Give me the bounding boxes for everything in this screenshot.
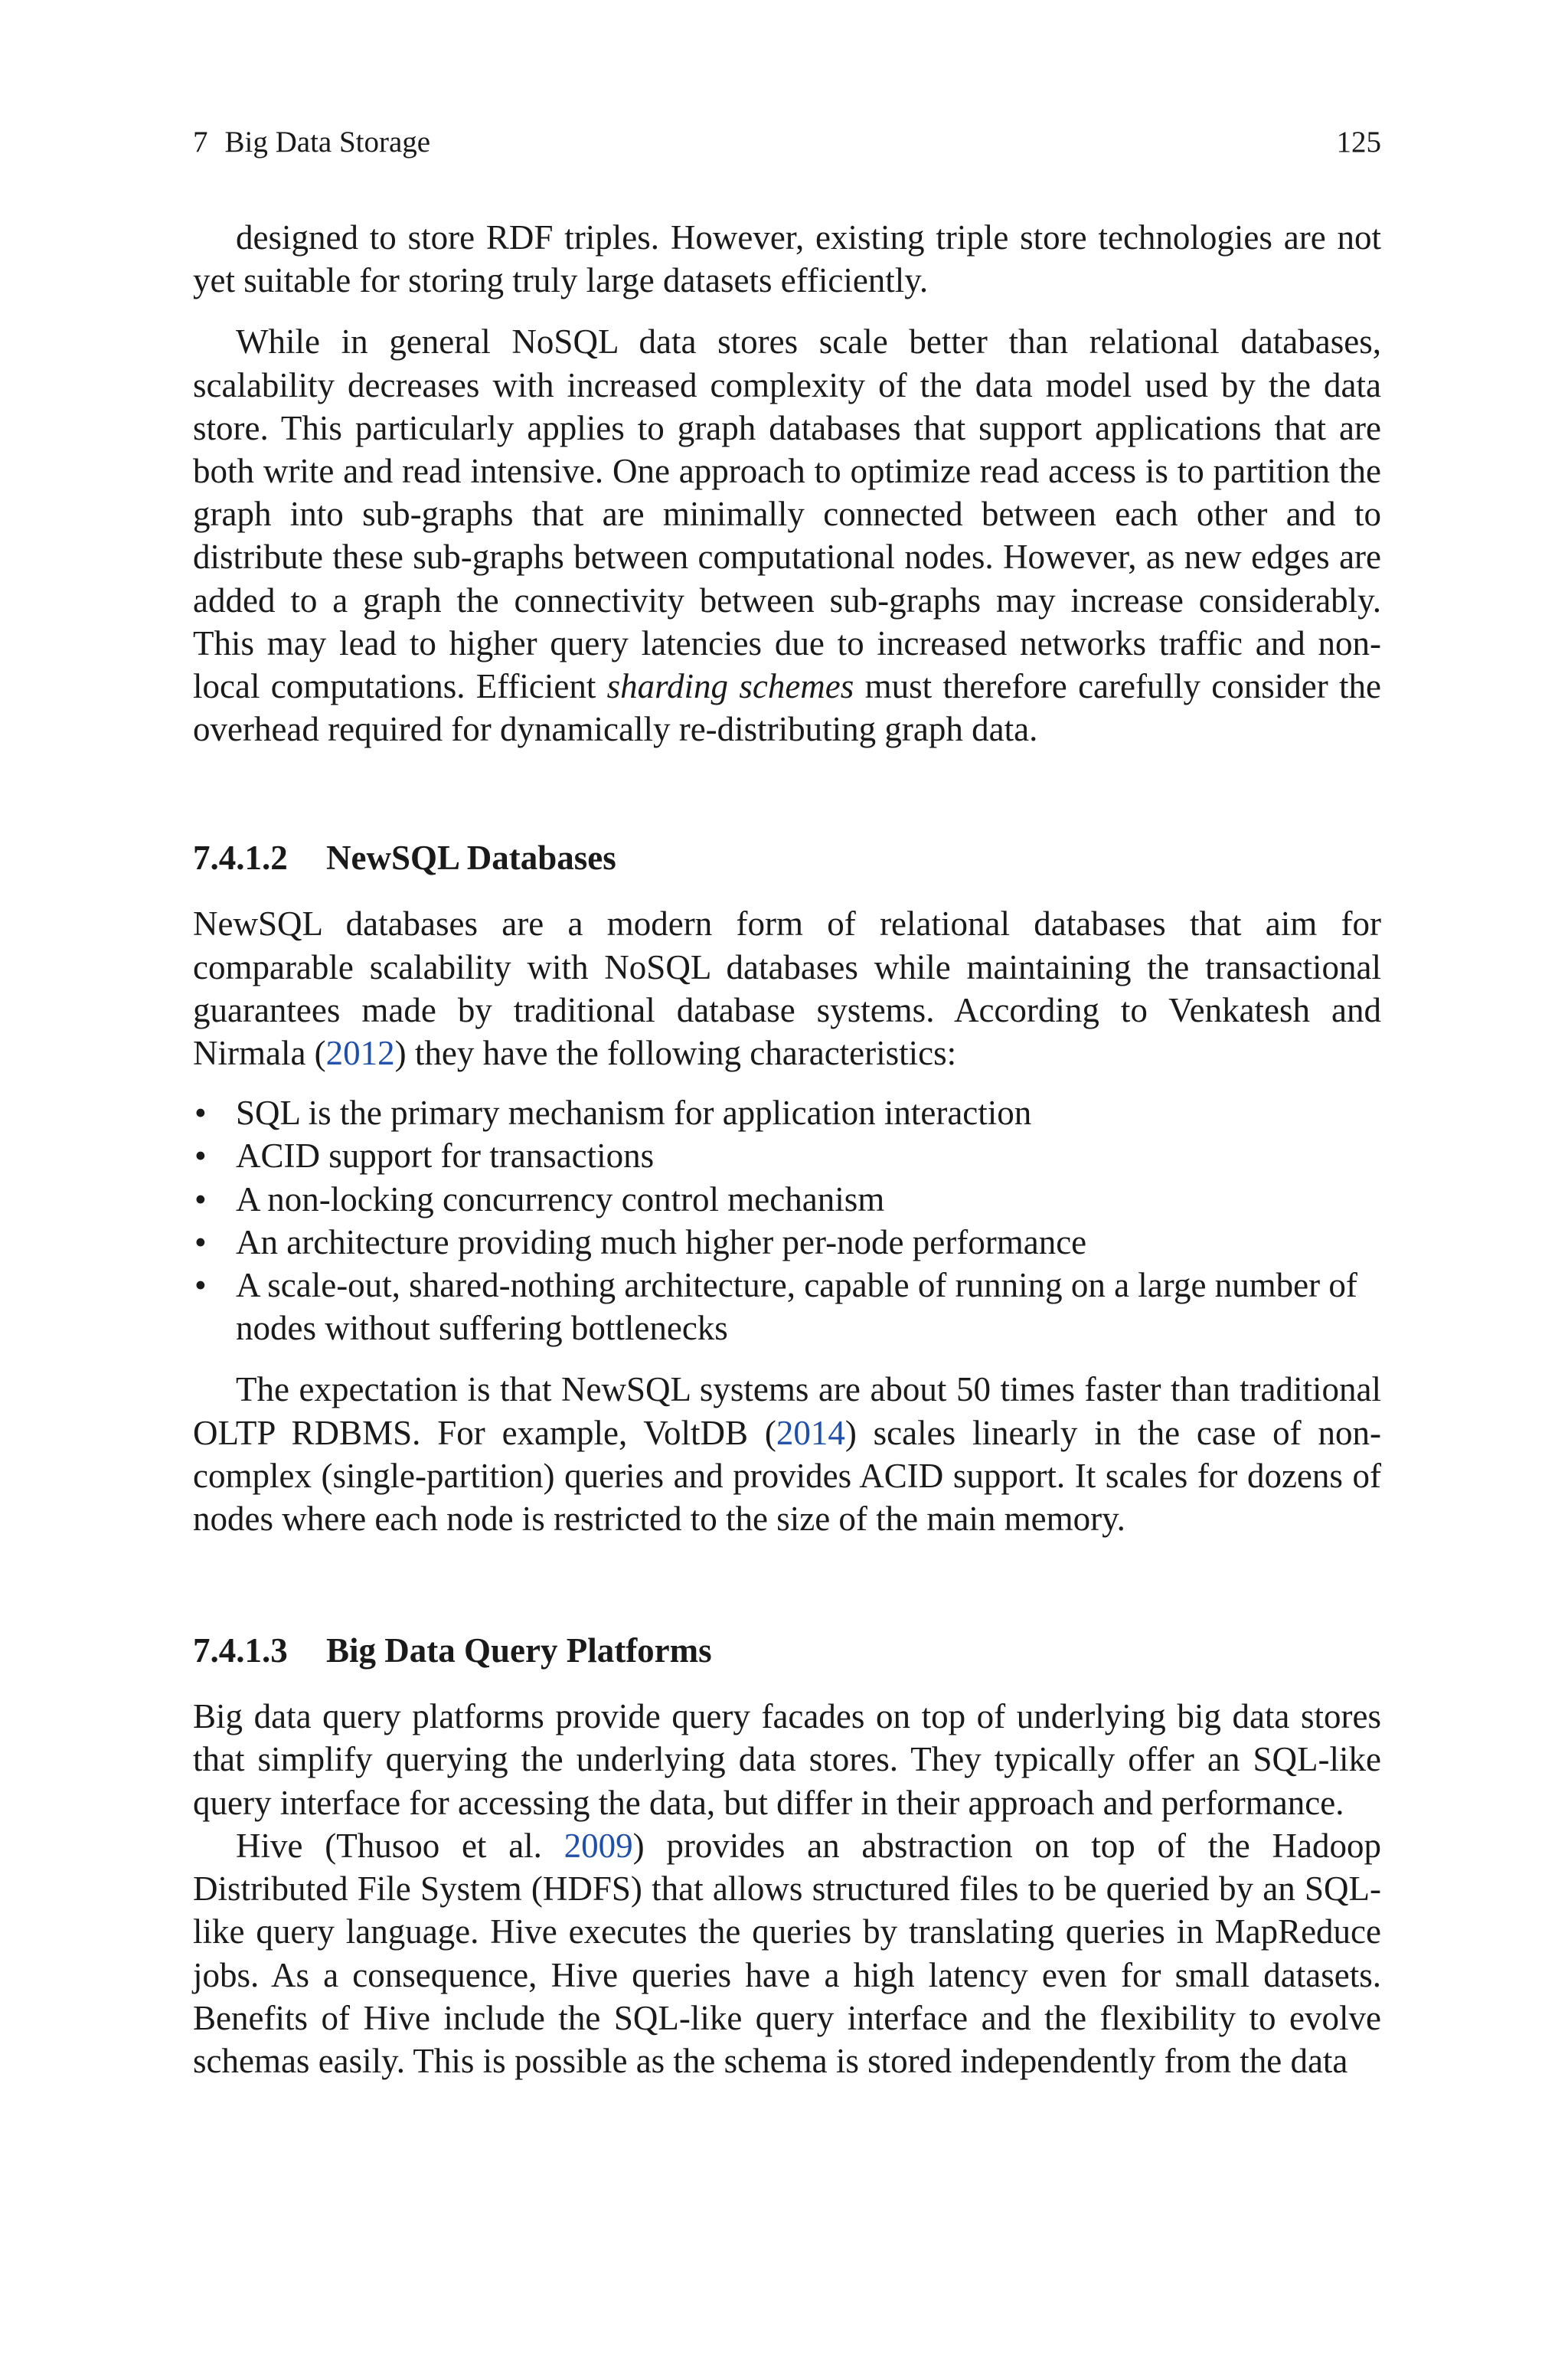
section-title: NewSQL Databases (326, 839, 616, 878)
expectation-text: The expectation is that NewSQL systems are about 50 times faster than traditional OLTP RDBMS. For example, VoltDB ( (193, 1370, 1381, 1452)
newsql-intro-text-end: ) they have the following characteristics: (394, 1034, 957, 1073)
continued-paragraph: designed to store RDF triples. However, existing triple store technologies are not yet suitable for storing truly large datasets efficiently. (193, 218, 1381, 300)
list-item-text: ACID support for transactions (236, 1137, 655, 1176)
newsql-intro-paragraph (193, 902, 1381, 1075)
list-item-text: A scale-out, shared-nothing architecture, capable of running on a large number of nodes without suffering bottlenecks (236, 1266, 1357, 1348)
expectation-text-end: ) scales linearly in the case of non-complex (single-partition) queries and provides ACID support. It scales for dozens of nodes where each node is restricted to the size of the main memory. (193, 1413, 1381, 1539)
graph-para-text-end: must therefore carefully consider the overhead required for dynamically re-distributing graph data. (193, 667, 1381, 749)
list-item (193, 1178, 1381, 1221)
query-platforms-paragraph: Big data query platforms provide query facades on top of underlying big data stores that simplify querying the underlying data stores. They typically offer an SQL-like query interface for accessing the data, but differ in their approach and performance. (193, 1697, 1381, 1822)
chapter-number: 7 (193, 126, 208, 159)
section-number: 7.4.1.3 (193, 1631, 288, 1670)
bullet-icon: • (194, 1266, 207, 1305)
bullet-icon: • (194, 1094, 207, 1133)
bullet-icon: • (194, 1137, 207, 1176)
hive-paragraph (193, 1824, 1381, 2082)
section-title: Big Data Query Platforms (326, 1631, 712, 1670)
list-item (193, 1091, 1381, 1134)
bullet-icon: • (194, 1179, 207, 1218)
newsql-characteristics-list (193, 1091, 1381, 1349)
citation-link-2014[interactable]: 2014 (776, 1413, 845, 1452)
chapter-title: Big Data Storage (224, 126, 431, 159)
hive-text-end: ) provides an abstraction on top of the Hadoop Distributed File System (HDFS) that allows structured files to be queried by an SQL-like query language. Hive executes the queries by translating queries in MapReduce jobs. As a consequence, Hive queries have a high latency even for small datasets. Benefits of Hive include the SQL-like query interface and the flexibility to evolve schemas easily. This is possible as the schema is stored independently from the data (193, 1826, 1381, 2080)
list-item (193, 1264, 1381, 1349)
list-item-text: A non-locking concurrency control mechanism (236, 1179, 885, 1218)
section-heading-newsql (193, 836, 1381, 879)
page-number: 125 (1336, 126, 1381, 159)
list-item-text: An architecture providing much higher per-node performance (236, 1222, 1087, 1261)
citation-link-2012[interactable]: 2012 (325, 1034, 395, 1073)
section-heading-query-platforms (193, 1629, 1381, 1672)
citation-link-2009[interactable]: 2009 (564, 1826, 633, 1865)
bullet-icon: • (194, 1222, 207, 1261)
graph-scalability-paragraph (193, 320, 1381, 751)
newsql-intro-text: NewSQL databases are a modern form of relational databases that aim for comparable scalability with NoSQL databases while maintaining the transactional guarantees made by traditional database systems. According to Venkatesh and Nirmala ( (193, 904, 1381, 1073)
book-page (193, 123, 1381, 2082)
graph-para-text: While in general NoSQL data stores scale better than relational databases, scalability decreases with increased complexity of the data model used by the data store. This particularly applies to graph databases that support applications that are both write and read intensive. One approach to optimize read access is to partition the graph into sub-graphs that are minimally connected between each other and to distribute these sub-graphs between computational nodes. However, as new edges are added to a graph the connectivity between sub-graphs may increase considerably. This may lead to higher query latencies due to increased networks traffic and non-local computations. Efficient (193, 322, 1381, 706)
section-number: 7.4.1.2 (193, 839, 288, 878)
hive-text: Hive (Thusoo et al. (236, 1826, 564, 1865)
running-header-left (193, 123, 430, 162)
running-header (193, 123, 1381, 168)
list-item (193, 1221, 1381, 1264)
list-item-text: SQL is the primary mechanism for application interaction (236, 1094, 1032, 1133)
newsql-expectation-paragraph (193, 1368, 1381, 1540)
sharding-schemes-emphasis: sharding schemes (606, 667, 854, 706)
list-item (193, 1134, 1381, 1177)
